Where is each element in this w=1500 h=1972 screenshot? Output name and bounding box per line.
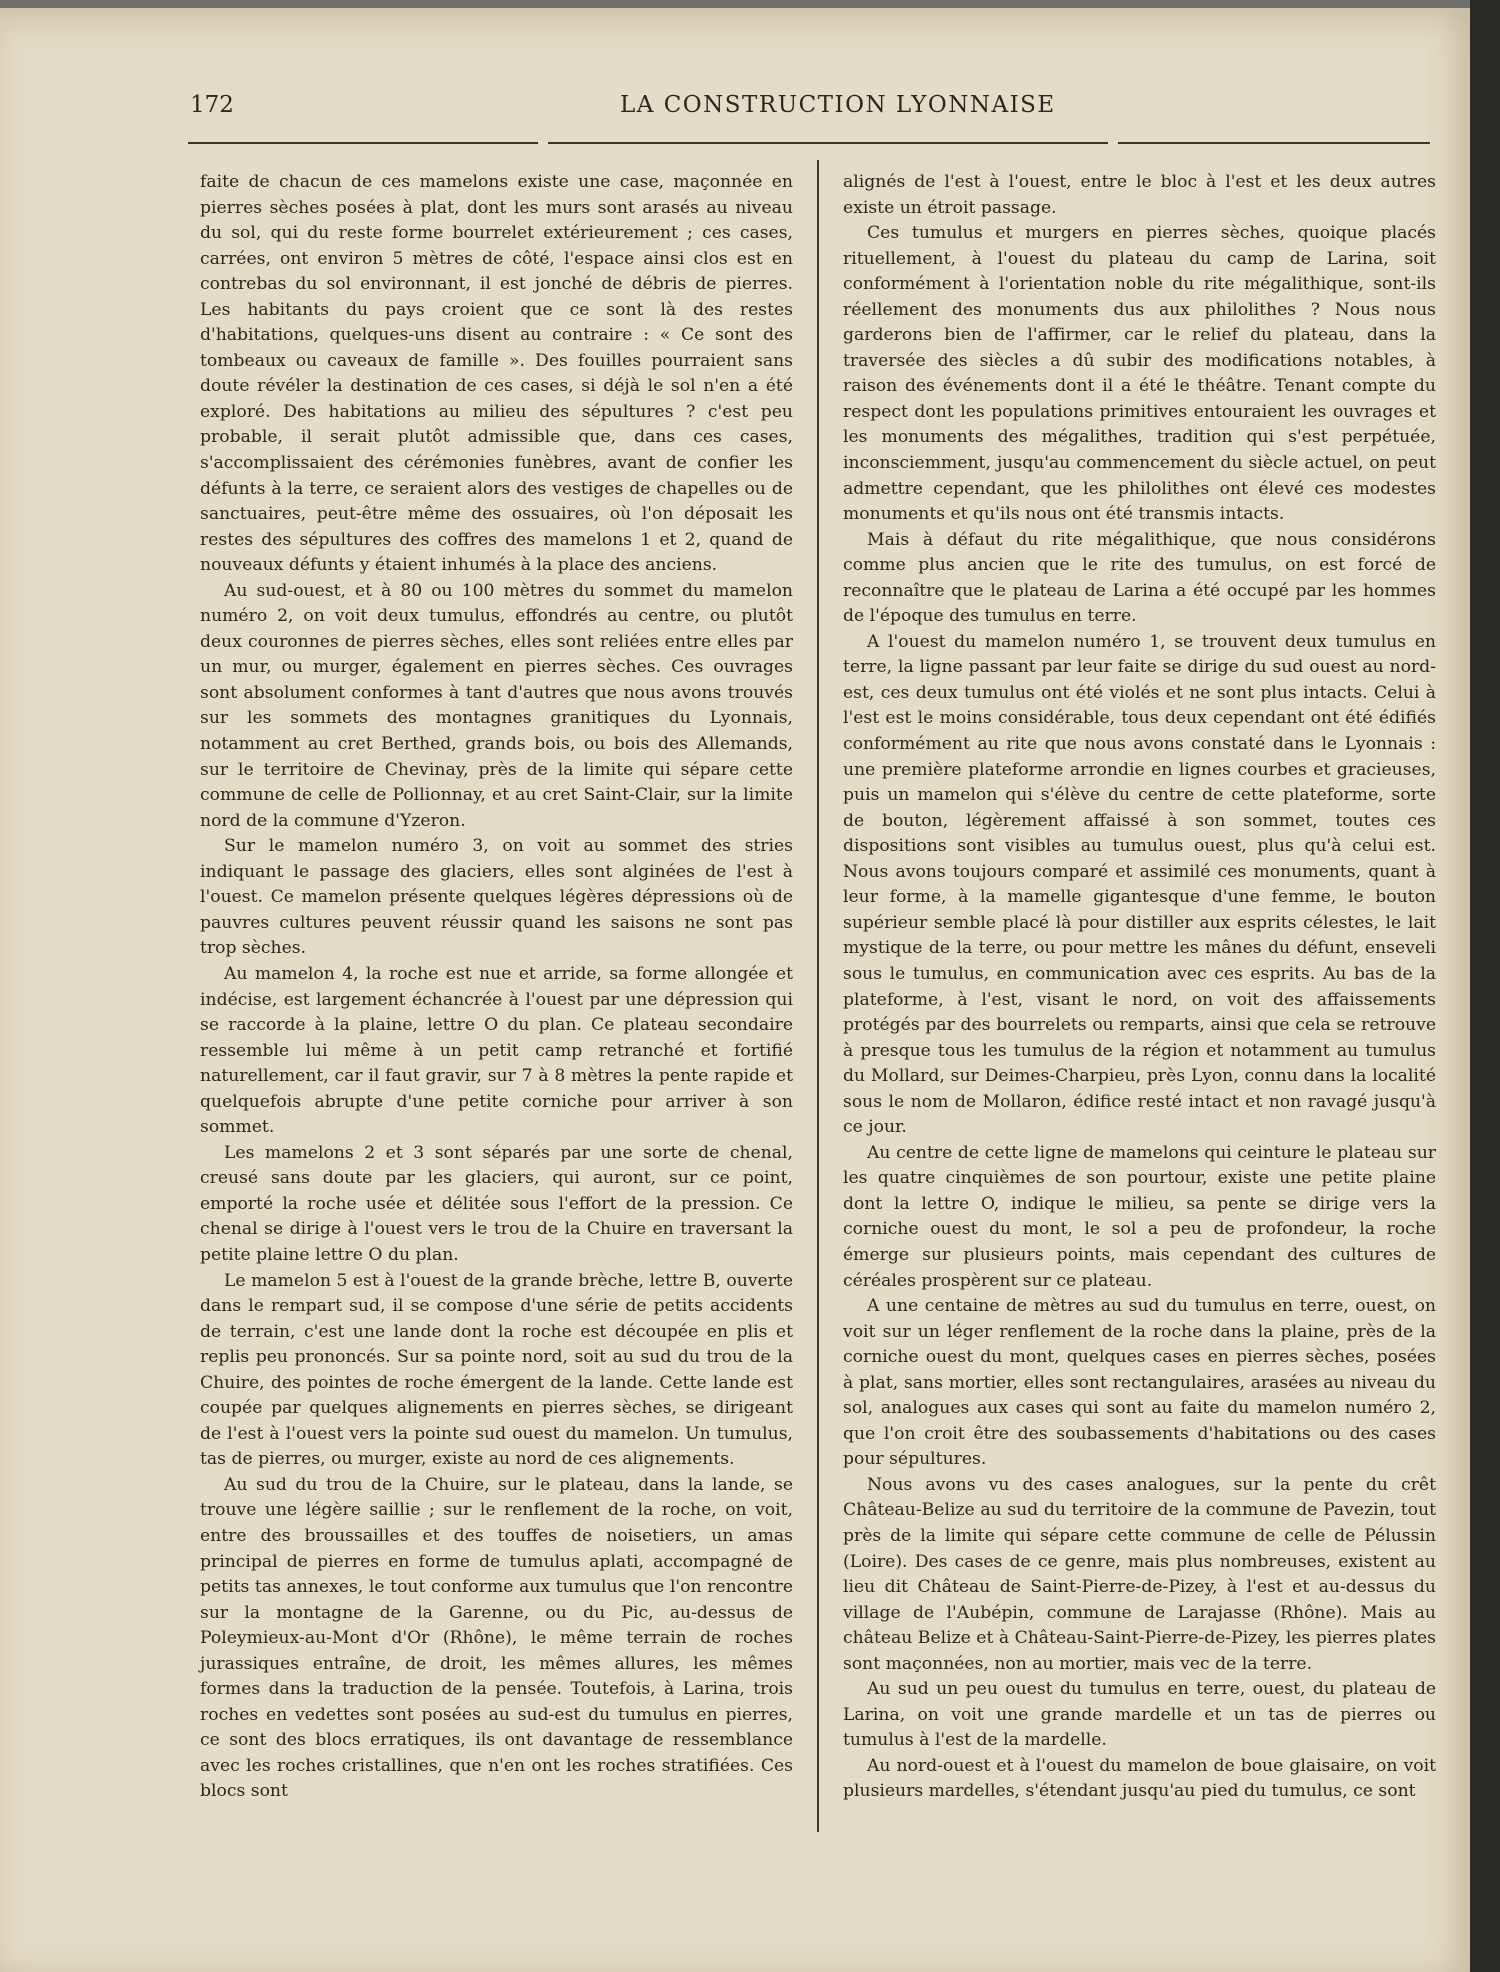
paragraph: alignés de l'est à l'ouest, entre le bloc à l'est et les deux autres existe un étroit passage.: [843, 172, 1436, 218]
paragraph: Nous avons vu des cases analogues, sur la pente du crêt Château-Belize au sud du territoire de la commune de Pavezin, tout près de la limite qui sépare cette commune de celle de Pélussin (Loire). Des cases de ce genre, mais plus nombreuses, existent au lieu dit Château de Saint-Pierre-de-Pizey, à l'est et au-dessus du village de l'Aubépin, commune de Larajasse (Rhône). Mais au château Belize et à Château-Saint-Pierre-de-Pizey, les pierres plates sont maçonnées, non au mortier, mais vec de la terre.: [843, 1474, 1436, 1674]
header-rule-center: [548, 142, 1108, 144]
paragraph: Au sud un peu ouest du tumulus en terre, ouest, du plateau de Larina, on voit une grande mardelle et un tas de pierres ou tumulus à l'est de la mardelle.: [843, 1679, 1436, 1751]
page-number: 172: [190, 92, 234, 118]
book-edge: [1470, 0, 1500, 1972]
right-column: [843, 170, 1436, 1805]
left-column: [200, 170, 793, 1805]
paragraph: Sur le mamelon numéro 3, on voit au sommet des stries indiquant le passage des glaciers, elles sont alginées de l'est à l'ouest. Ce mamelon présente quelques légères dépressions où de pauvres cultures peuvent réussir quand les saisons ne sont pas trop sèches.: [200, 836, 793, 959]
paragraph: Mais à défaut du rite mégalithique, que nous considérons comme plus ancien que le rite des tumulus, on est forcé de reconnaître que le plateau de Larina a été occupé par les hommes de l'époque des tumulus en terre.: [843, 529, 1436, 627]
paragraph: Au sud du trou de la Chuire, sur le plateau, dans la lande, se trouve une légère saillie ; sur le renflement de la roche, on voit, entre des broussailles et des touffes de noisetiers, un amas principal de pierres en forme de tumulus aplati, accompagné de petits tas annexes, le tout conforme aux tumulus que l'on rencontre sur la montagne de la Garenne, ou du Pic, au-dessus de Poleymieux-au-Mont d'Or (Rhône), le même terrain de roches jurassiques entraîne, de droit, les mêmes allures, les mêmes formes dans la traduction de la pensée. Toutefois, à Larina, trois roches en vedettes sont posées au sud-est du tumulus en pierres, ce sont des blocs erratiques, ils ont davantage de ressemblance avec les roches cristallines, que n'en ont les roches stratifiées. Ces blocs sont: [200, 1474, 793, 1802]
paragraph: faite de chacun de ces mamelons existe une case, maçonnée en pierres sèches posées à plat, dont les murs sont arasés au niveau du sol, qui du reste forme bourrelet extérieurement ; ces cases, carrées, ont environ 5 mètres de côté, l'espace ainsi clos est en contrebas du sol environnant, il est jonché de débris de pierres. Les habitants du pays croient que ce sont là des restes d'habitations, quelques-uns disent au contraire : « Ce sont des tombeaux ou caveaux de famille ». Des fouilles pourraient sans doute révéler la destination de ces cases, si déjà le sol n'en a été exploré. Des habitations au milieu des sépultures ? c'est peu probable, il serait plutôt admissible que, dans ces cases, s'accomplissaient des cérémonies funèbres, avant de confier les défunts à la terre, ce seraient alors des vestiges de chapelles ou de sanctuaires, peut-être même des ossuaires, où l'on déposait les restes des sépultures des coffres des mamelons 1 et 2, quand de nouveaux défunts y étaient inhumés à la place des anciens.: [200, 172, 793, 576]
paragraph: Au nord-ouest et à l'ouest du mamelon de boue glaisaire, on voit plusieurs mardelles, s'étendant jusqu'au pied du tumulus, ce sont: [843, 1755, 1436, 1802]
paragraph: A une centaine de mètres au sud du tumulus en terre, ouest, on voit sur un léger renflement de la roche dans la plaine, près de la corniche ouest du mont, quelques cases en pierres sèches, posées à plat, sans mortier, elles sont rectangulaires, arasées au niveau du sol, analogues aux cases qui sont au faite du mamelon numéro 2, que l'on croit être des soubassements d'habitations ou des cases pour sépultures.: [843, 1296, 1436, 1470]
journal-title: LA CONSTRUCTION LYONNAISE: [620, 92, 1056, 118]
column-divider: [817, 160, 819, 1832]
paragraph: Au sud-ouest, et à 80 ou 100 mètres du sommet du mamelon numéro 2, on voit deux tumulus, effondrés au centre, ou plutôt deux couronnes de pierres sèches, elles sont reliées entre elles par un mur, ou murger, également en pierres sèches. Ces ouvrages sont absolument conformes à tant d'autres que nous avons trouvés sur les sommets des montagnes granitiques du Lyonnais, notamment au cret Berthed, grands bois, ou bois des Allemands, sur le territoire de Chevinay, près de la limite qui sépare cette commune de celle de Pollionnay, et au cret Saint-Clair, sur la limite nord de la commune d'Yzeron.: [200, 580, 793, 831]
paragraph: Les mamelons 2 et 3 sont séparés par une sorte de chenal, creusé sans doute par les glaciers, qui auront, sur ce point, emporté la roche usée et délitée sous l'effort de la pression. Ce chenal se dirige à l'ouest vers le trou de la Chuire en traversant la petite plaine lettre O du plan.: [200, 1142, 793, 1265]
paragraph: Au centre de cette ligne de mamelons qui ceinture le plateau sur les quatre cinquièmes de son pourtour, existe une petite plaine dont la lettre O, indique le milieu, sa pente se dirige vers la corniche ouest du mont, le sol a peu de profondeur, la roche émerge sur plusieurs points, mais cependant des cultures de céréales prospèrent sur ce plateau.: [843, 1142, 1436, 1291]
header-rule-right: [1118, 142, 1430, 144]
header-rule-left: [188, 142, 538, 144]
paragraph: A l'ouest du mamelon numéro 1, se trouvent deux tumulus en terre, la ligne passant par leur faite se dirige du sud ouest au nord-est, ces deux tumulus ont été violés et ne sont plus intacts. Celui à l'est est le moins considérable, tous deux cependant ont été édifiés conformément au rite que nous avons constaté dans le Lyonnais : une première plateforme arrondie en lignes courbes et gracieuses, puis un mamelon qui s'élève du centre de cette plateforme, sorte de bouton, légèrement affaissé à son sommet, toutes ces dispositions sont visibles au tumulus ouest, plus qu'à celui est. Nous avons toujours comparé et assimilé ces monuments, quant à leur forme, à la mamelle gigantesque d'une femme, le bouton supérieur semble placé là pour distiller aux esprits célestes, le lait mystique de la terre, ou pour mettre les mânes du défunt, enseveli sous le tumulus, en communication avec ces esprits. Au bas de la plateforme, à l'est, visant le nord, on voit des affaissements protégés par des bourrelets ou remparts, ainsi que cela se retrouve à presque tous les tumulus de la région et notamment au tumulus du Mollard, sur Deimes-Charpieu, près Lyon, connu dans la localité sous le nom de Mollaron, édifice resté intact et non ravagé jusqu'à ce jour.: [843, 631, 1436, 1138]
paragraph: Le mamelon 5 est à l'ouest de la grande brèche, lettre B, ouverte dans le rempart sud, il se compose d'une série de petits accidents de terrain, c'est une lande dont la roche est découpée en plis et replis peu prononcés. Sur sa pointe nord, soit au sud du trou de la Chuire, des pointes de roche émergent de la lande. Cette lande est coupée par quelques alignements en pierres sèches, se dirigeant de l'est à l'ouest vers la pointe sud ouest du mamelon. Un tumulus, tas de pierres, ou murger, existe au nord de ces alignements.: [200, 1270, 793, 1470]
running-header: [190, 92, 1430, 132]
paragraph: Au mamelon 4, la roche est nue et arride, sa forme allongée et indécise, est largement échancrée à l'ouest par une dépression qui se raccorde à la plaine, lettre O du plan. Ce plateau secondaire ressemble lui même à un petit camp retranché et fortifié naturellement, car il faut gravir, sur 7 à 8 mètres la pente rapide et quelquefois abrupte d'une petite corniche pour arriver à son sommet.: [200, 963, 793, 1138]
paragraph: Ces tumulus et murgers en pierres sèches, quoique placés rituellement, à l'ouest du plateau du camp de Larina, soit conformément à l'orientation noble du rite mégalithique, sont-ils réellement des monuments dus aux philolithes ? Nous nous garderons bien de l'affirmer, car le relief du plateau, dans la traversée des siècles a dû subir des modifications notables, à raison des événements dont il a été le théâtre. Tenant compte du respect dont les populations primitives entouraient les ouvrages et les monuments des mégalithes, tradition qui s'est perpétuée, inconsciemment, jusqu'au commencement du siècle actuel, on peut admettre cependant, que les philolithes ont élevé ces modestes monuments et qu'ils nous ont été transmis intacts.: [843, 223, 1436, 525]
